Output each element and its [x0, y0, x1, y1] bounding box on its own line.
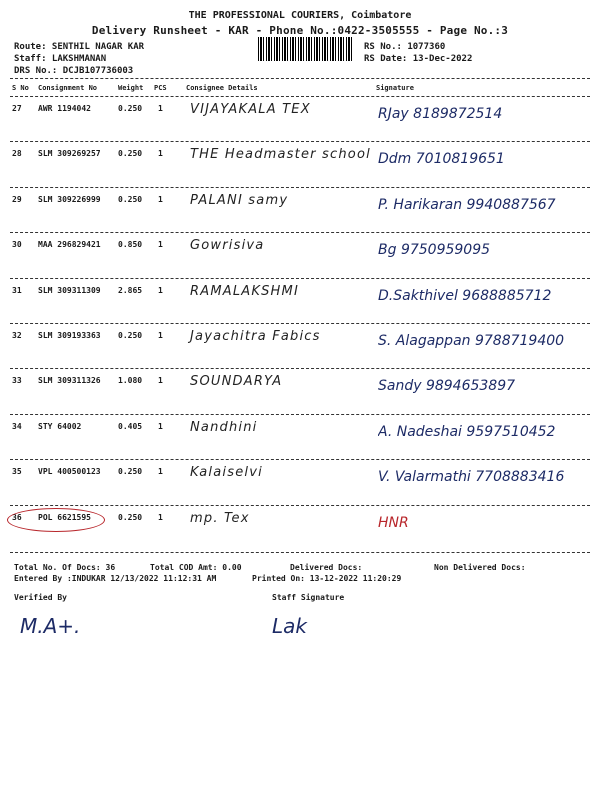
row-consignment-no: SLM 309311309: [38, 285, 101, 295]
columns-divider: [10, 96, 590, 97]
delivered-docs: Delivered Docs:: [290, 563, 363, 572]
rs-date: RS Date: 13-Dec-2022: [364, 54, 473, 64]
row-weight: 0.405: [118, 421, 143, 431]
row-pcs: 1: [158, 104, 163, 113]
row-pcs: 1: [158, 467, 163, 477]
row-consignee: SOUNDARYA: [190, 374, 283, 390]
row-consignee: Jayachitra Fabics: [190, 329, 321, 344]
printed-on: Printed On: 13-12-2022 11:20:29: [252, 574, 402, 583]
row-sno: 30: [12, 240, 22, 250]
row-signature: V. Valarmathi 7708883416: [378, 469, 565, 486]
row-signature: P. Harikaran 9940887567: [378, 196, 556, 213]
row-divider: [10, 323, 590, 324]
row-divider: [10, 368, 590, 369]
row-consignee: PALANI samy: [190, 192, 289, 208]
total-cod: Total COD Amt: 0.00: [150, 563, 242, 572]
staff-signature-label: Staff Signature: [272, 593, 345, 602]
row-divider: [10, 414, 590, 415]
row-consignee: RAMALAKSHMI: [190, 283, 299, 299]
total-docs: Total No. Of Docs: 36: [14, 563, 116, 572]
col-pcs: PCS: [154, 84, 167, 92]
row-pcs: 1: [158, 331, 163, 340]
col-consignment: Consignment No: [38, 84, 98, 92]
row-weight: 0.250: [118, 104, 143, 113]
row-weight: 0.250: [118, 331, 143, 340]
row-signature: D.Sakthivel 9688885712: [378, 287, 552, 304]
row-signature: RJay 8189872514: [378, 106, 503, 122]
header-divider: [10, 78, 590, 79]
row-pcs: 1: [158, 149, 163, 159]
row-circle-mark: [7, 508, 105, 532]
row-divider: [10, 278, 590, 279]
verified-by-label: Verified By: [14, 593, 67, 602]
row-pcs: 1: [158, 240, 163, 250]
rs-number: RS No.: 1077360: [364, 42, 446, 52]
row-sno: 28: [12, 149, 22, 159]
row-weight: 0.250: [118, 194, 143, 204]
row-signature: Ddm 7010819651: [378, 151, 505, 168]
col-consignee: Consignee Details: [186, 84, 258, 92]
row-weight: 0.250: [118, 467, 143, 477]
row-sno: 33: [12, 376, 22, 386]
row-signature: Bg 9750959095: [378, 242, 491, 259]
row-divider: [10, 232, 590, 233]
staff-label: Staff: LAKSHMANAN: [14, 54, 107, 64]
row-pcs: 1: [158, 285, 163, 295]
row-weight: 2.865: [118, 285, 143, 295]
row-signature: HNR: [378, 514, 409, 531]
row-pcs: 1: [158, 512, 163, 522]
drs-number: DRS No.: DCJB107736003: [14, 66, 134, 76]
row-sno: 34: [12, 421, 22, 431]
staff-signature: Lak: [272, 614, 307, 638]
row-sno: 32: [12, 331, 22, 340]
row-consignment-no: STY 64002: [38, 421, 82, 431]
col-signature: Signature: [376, 84, 414, 92]
runsheet-title: Delivery Runsheet - KAR - Phone No.:0422-3505555 - Page No.:3: [91, 24, 509, 37]
row-weight: 1.080: [118, 376, 143, 386]
row-consignee: Gowrisiva: [190, 238, 265, 254]
non-delivered-docs: Non Delivered Docs:: [434, 563, 526, 572]
row-sno: 29: [12, 194, 22, 204]
row-sno: 36: [12, 512, 22, 522]
col-weight: Weight: [118, 84, 144, 92]
row-consignment-no: MAA 296829421: [38, 240, 101, 250]
company-title: THE PROFESSIONAL COURIERS, Coimbatore: [188, 10, 412, 21]
row-divider: [10, 505, 590, 506]
col-sno: S No: [12, 84, 29, 92]
row-consignee: VIJAYAKALA TEX: [190, 102, 311, 117]
row-signature: S. Alagappan 9788719400: [378, 333, 565, 349]
row-consignment-no: SLM 309311326: [38, 376, 101, 386]
row-weight: 0.250: [118, 512, 143, 522]
row-consignee: THE Headmaster school: [190, 147, 371, 163]
barcode-image: [258, 37, 354, 61]
row-signature: Sandy 9894653897: [378, 378, 516, 395]
row-divider: [10, 459, 590, 460]
row-consignment-no: VPL 400500123: [38, 467, 101, 477]
footer-divider: [10, 552, 590, 553]
row-sno: 31: [12, 285, 22, 295]
row-sno: 35: [12, 467, 22, 477]
row-weight: 0.850: [118, 240, 143, 250]
route-label: Route: SENTHIL NAGAR KAR: [14, 42, 145, 52]
entered-by: Entered By :INDUKAR 12/13/2022 11:12:31 AM: [14, 574, 217, 583]
row-pcs: 1: [158, 376, 163, 386]
row-divider: [10, 187, 590, 188]
row-consignment-no: SLM 309269257: [38, 149, 101, 159]
verified-signature: M.A+.: [20, 614, 81, 638]
row-consignee: Nandhini: [190, 419, 258, 435]
row-consignee: Kalaiselvi: [190, 465, 263, 481]
row-weight: 0.250: [118, 149, 143, 159]
row-consignee: mp. Tex: [190, 510, 250, 526]
row-sno: 27: [12, 104, 22, 113]
row-pcs: 1: [158, 421, 163, 431]
row-consignment-no: AWR 1194042: [38, 104, 91, 113]
row-consignment-no: SLM 309226999: [38, 194, 101, 204]
row-consignment-no: POL 6621595: [38, 512, 91, 522]
row-divider: [10, 141, 590, 142]
row-pcs: 1: [158, 194, 163, 204]
row-consignment-no: SLM 309193363: [38, 331, 101, 340]
row-signature: A. Nadeshai 9597510452: [378, 423, 556, 440]
